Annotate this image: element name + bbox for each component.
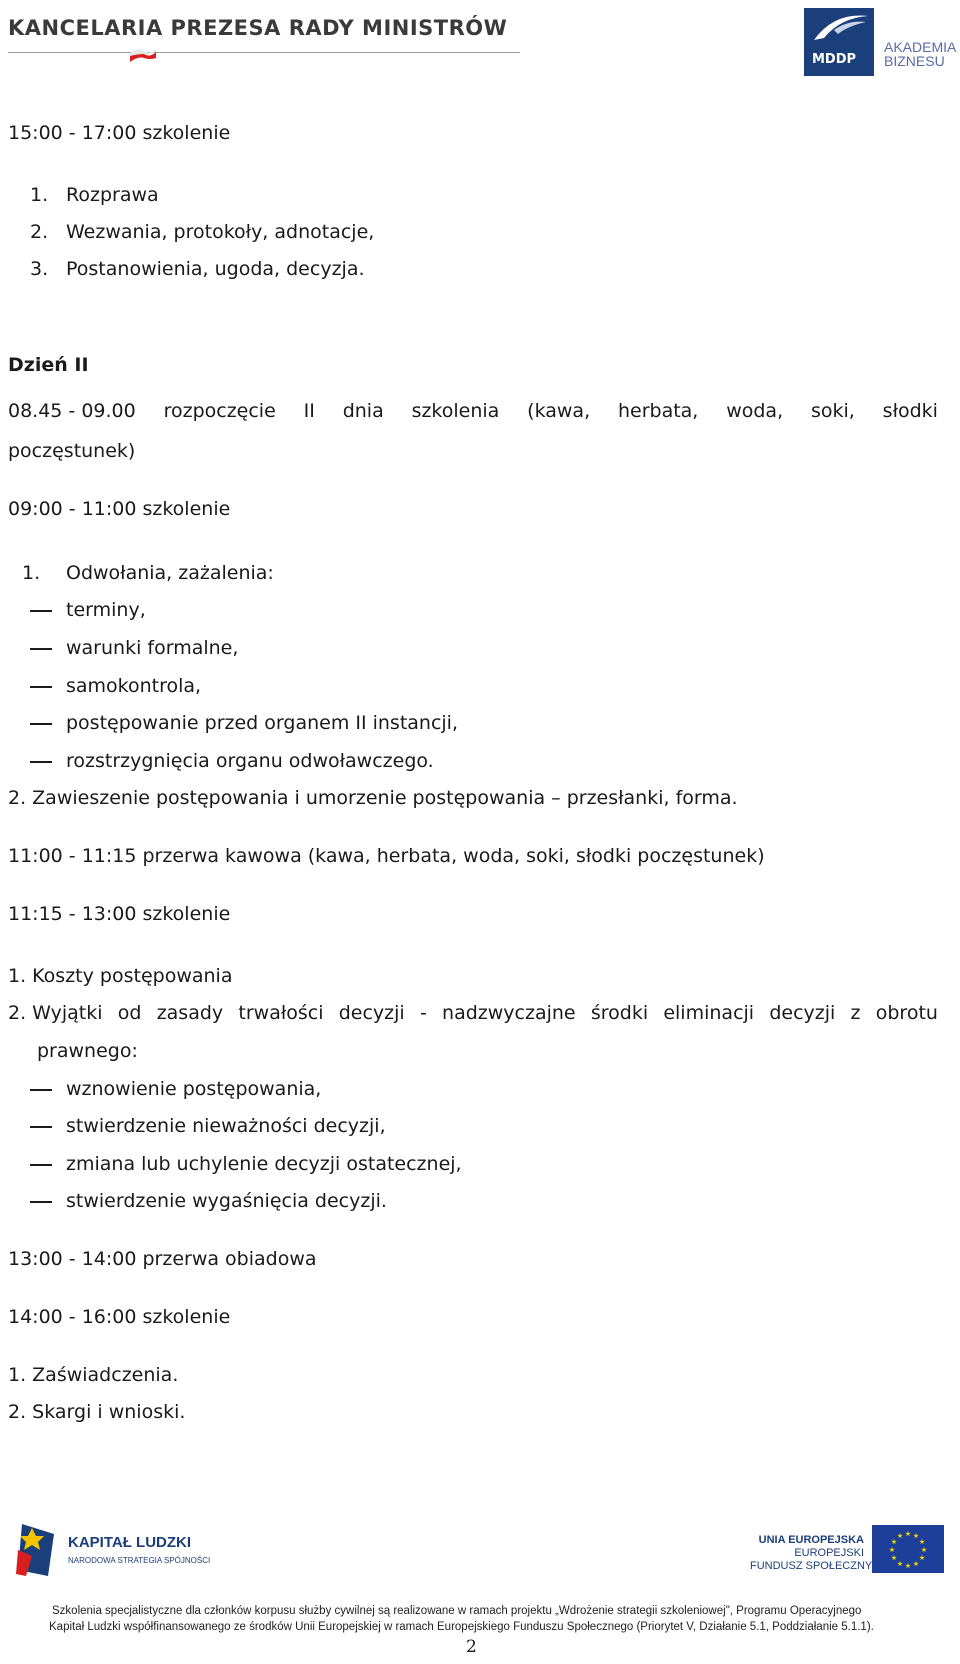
svg-text:★: ★ <box>888 1546 896 1554</box>
svg-text:★: ★ <box>912 1560 920 1568</box>
list-item: Postanowienia, ugoda, decyzja. <box>66 258 365 280</box>
kapital-ludzki-title: KAPITAŁ LUDZKI <box>68 1534 192 1551</box>
session-time-3: 11:15 - 13:00 szkolenie <box>8 903 231 925</box>
dash-item: wznowienie postępowania, <box>66 1078 322 1100</box>
svg-text:★: ★ <box>896 1560 904 1568</box>
eu-label: UNIA EUROPEJSKA EUROPEJSKI FUNDUSZ SPOŁECZNY <box>750 1534 873 1572</box>
list-item: 2. Zawieszenie postępowania i umorzenie postępowania – przesłanki, forma. <box>8 787 738 809</box>
list-item: Wezwania, protokoły, adnotacje, <box>66 221 375 243</box>
dash-item: stwierdzenie nieważności decyzji, <box>66 1115 386 1137</box>
list-number: 1. <box>22 562 41 584</box>
list-item: 1. Koszty postępowania <box>8 965 233 987</box>
swoosh-icon <box>804 8 874 48</box>
polish-flag-icon <box>128 48 158 64</box>
svg-text:★: ★ <box>918 1538 926 1546</box>
list-item-continued: prawnego: <box>37 1040 138 1062</box>
list-item: Odwołania, zażalenia: <box>66 562 274 584</box>
svg-text:★: ★ <box>918 1554 926 1562</box>
kapital-ludzki-subtitle: NARODOWA STRATEGIA SPÓJNOŚCI <box>68 1556 211 1565</box>
header-divider <box>8 52 520 53</box>
dash-item: postępowanie przed organem II instancji, <box>66 712 459 734</box>
kapital-ludzki-logo-icon <box>14 1520 62 1580</box>
list-number: 1. <box>30 184 49 206</box>
svg-text:★: ★ <box>904 1530 912 1538</box>
list-item: Rozprawa <box>66 184 159 206</box>
dash-item: zmiana lub uchylenie decyzji ostatecznej, <box>66 1153 462 1175</box>
session-time-1: 15:00 - 17:00 szkolenie <box>8 122 231 144</box>
list-number: 3. <box>30 258 49 280</box>
break-line: 11:00 - 11:15 przerwa kawowa (kawa, herbata, woda, soki, słodki poczęstunek) <box>8 845 765 867</box>
footer-note-line-2: Kapitał Ludzki współfinansowanego ze środków Unii Europejskiej w ramach Europejskiego Funduszu Społecznego (Priorytet V, Działanie 5.1, Poddziałanie 5.1.1). <box>49 1621 874 1633</box>
footer-note-line-1: Szkolenia specjalistyczne dla członków korpusu służby cywilnej są realizowane w ramach projektu „Wdrożenie strategii szkoleniowej", Programu Operacyjnego <box>52 1605 862 1617</box>
day-heading: Dzień II <box>8 354 89 376</box>
list-number: 2. <box>30 221 49 243</box>
list-item: 2. Wyjątki od zasady trwałości decyzji - nadzwyczajne środki eliminacji decyzji z obrotu <box>8 1002 938 1024</box>
dash-item: warunki formalne, <box>66 637 239 659</box>
session-time-2: 09:00 - 11:00 szkolenie <box>8 498 231 520</box>
page-number: 2 <box>466 1637 477 1657</box>
dash-item: terminy, <box>66 599 146 621</box>
svg-text:★: ★ <box>890 1554 898 1562</box>
svg-text:★: ★ <box>912 1532 920 1540</box>
session-time-4: 14:00 - 16:00 szkolenie <box>8 1306 231 1328</box>
mddp-label: MDDP <box>812 52 857 67</box>
dash-item: stwierdzenie wygaśnięcia decyzji. <box>66 1190 387 1212</box>
opening-line: 08.45 - 09.00 rozpoczęcie II dnia szkolenia (kawa, herbata, woda, soki, słodki <box>8 400 938 422</box>
list-item: 1. Zaświadczenia. <box>8 1364 179 1386</box>
dash-item: rozstrzygnięcia organu odwoławczego. <box>66 750 434 772</box>
opening-line-continued: poczęstunek) <box>8 440 136 462</box>
header-title: KANCELARIA PREZESA RADY MINISTRÓW <box>8 16 508 40</box>
lunch-line: 13:00 - 14:00 przerwa obiadowa <box>8 1248 317 1270</box>
svg-text:★: ★ <box>904 1562 912 1570</box>
svg-text:★: ★ <box>890 1538 898 1546</box>
akademia-biznesu-logo: AKADEMIA BIZNESU <box>884 39 957 69</box>
eu-flag-icon <box>872 1525 944 1573</box>
dash-item: samokontrola, <box>66 675 202 697</box>
svg-text:★: ★ <box>896 1532 904 1540</box>
svg-text:★: ★ <box>920 1546 928 1554</box>
list-item: 2. Skargi i wnioski. <box>8 1401 186 1423</box>
